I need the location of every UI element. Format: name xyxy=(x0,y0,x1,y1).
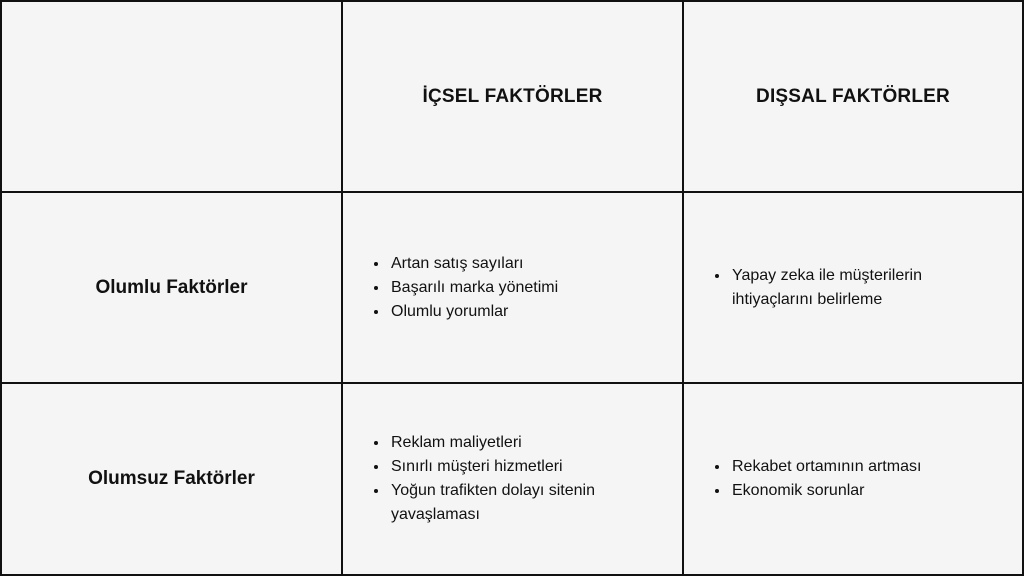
external-factors-title: DIŞSAL FAKTÖRLER xyxy=(756,85,950,107)
list-item: • Reklam maliyetleri xyxy=(389,431,659,455)
corner-cell xyxy=(2,2,343,193)
list-item: • Artan satış sayıları xyxy=(389,252,558,276)
list-item: • Yoğun trafikten dolayı sitenin yavaşlaması xyxy=(389,479,659,527)
external-factors-header xyxy=(684,2,1022,193)
negative-external-cell xyxy=(684,384,1022,574)
list-item: • Sınırlı müşteri hizmetleri xyxy=(389,455,659,479)
positive-internal-list xyxy=(371,252,558,324)
positive-internal-cell xyxy=(343,193,684,384)
positive-factors-label: Olumlu Faktörler xyxy=(95,276,248,298)
list-item: • Başarılı marka yönetimi xyxy=(389,276,558,300)
list-item: • Rekabet ortamının artması xyxy=(730,455,921,479)
list-item: • Yapay zeka ile müşterilerin ihtiyaçlarını belirleme xyxy=(730,264,960,312)
internal-factors-header xyxy=(343,2,684,193)
negative-internal-cell xyxy=(343,384,684,574)
positive-external-cell xyxy=(684,193,1022,384)
positive-external-list xyxy=(712,264,960,312)
list-item: • Ekonomik sorunlar xyxy=(730,479,921,503)
positive-factors-label-cell xyxy=(2,193,343,384)
negative-internal-list xyxy=(371,431,659,527)
negative-factors-label: Olumsuz Faktörler xyxy=(88,468,255,489)
negative-external-list xyxy=(712,455,921,503)
internal-factors-title: İÇSEL FAKTÖRLER xyxy=(422,85,603,107)
negative-factors-label-cell xyxy=(2,384,343,574)
list-item: • Olumlu yorumlar xyxy=(389,300,558,324)
